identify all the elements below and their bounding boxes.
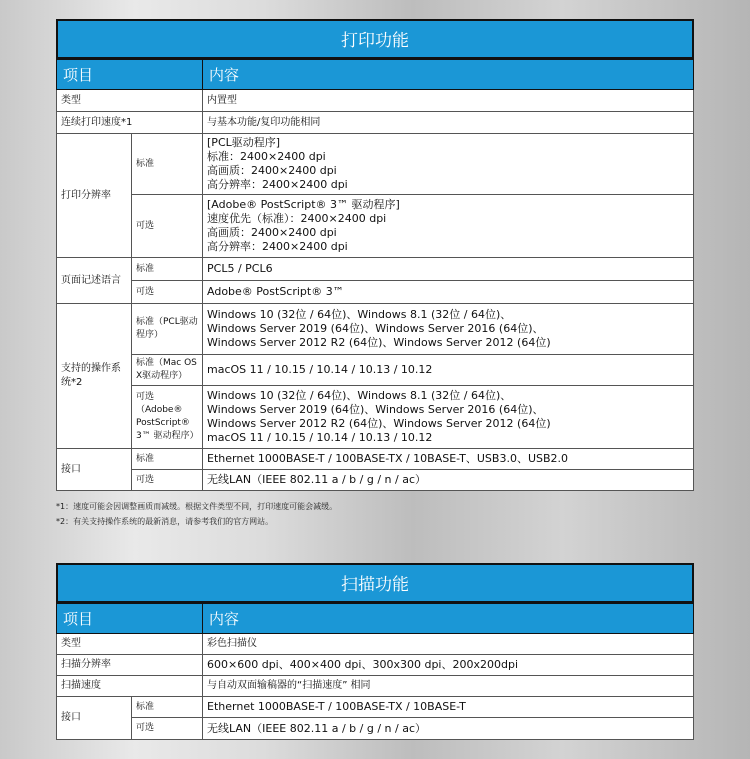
value-interface-optional: 无线LAN（IEEE 802.11 a / b / g / n / ac）: [203, 470, 694, 491]
table-row: [57, 655, 694, 676]
sub-label-optional: 可选: [132, 281, 203, 304]
row-value-speed: 与基本功能/复印功能相同: [203, 112, 694, 134]
value-pdl-optional: Adobe® PostScript® 3™: [203, 281, 694, 304]
table-row: [57, 634, 694, 655]
scan-function-panel: [56, 563, 694, 740]
sub-label-optional: 可选: [132, 195, 203, 258]
table-row: [57, 355, 694, 386]
col-header-item: 项目: [57, 60, 203, 90]
col-header-content: 内容: [203, 604, 694, 634]
print-function-panel: [56, 19, 694, 491]
print-function-title: 打印功能: [56, 19, 694, 59]
row-label-scan-resolution: 扫描分辨率: [57, 655, 203, 676]
value-os-standard-pcl: Windows 10 (32位 / 64位)、Windows 8.1 (32位 / 64位)、 Windows Server 2019 (64位)、Windows Server 2016 (64位)、 Windows Server 2012 R2 (64位)、Windows Server 2012 (64位): [203, 304, 694, 355]
footnote-1: *1：速度可能会因调整画质而减缓。根据文件类型不同，打印速度可能会减缓。: [56, 502, 338, 511]
row-value-type: 内置型: [203, 90, 694, 112]
table-row: [57, 90, 694, 112]
row-value-type: 彩色扫描仪: [203, 634, 694, 655]
table-row: [57, 470, 694, 491]
footnote-2: *2：有关支持操作系统的最新消息，请参考我们的官方网站。: [56, 517, 274, 526]
row-label-scan-speed: 扫描速度: [57, 676, 203, 697]
sub-label-standard: 标准: [132, 258, 203, 281]
sub-label-optional-postscript: 可选（Adobe® PostScript® 3™ 驱动程序）: [132, 386, 203, 449]
scan-spec-table: [56, 603, 694, 740]
row-label-pdl: 页面记述语言: [57, 258, 132, 304]
sub-label-standard: 标准: [132, 449, 203, 470]
row-label-interface: 接口: [57, 697, 132, 740]
col-header-content: 内容: [203, 60, 694, 90]
row-label-print-resolution: 打印分辨率: [57, 134, 132, 258]
table-row: [57, 195, 694, 258]
table-row: [57, 258, 694, 281]
value-interface-optional: 无线LAN（IEEE 802.11 a / b / g / n / ac）: [203, 718, 694, 740]
value-resolution-optional: [Adobe® PostScript® 3™ 驱动程序] 速度优先（标准）：2400×2400 dpi 高画质：2400×2400 dpi 高分辨率：2400×2400 dpi: [203, 195, 694, 258]
sub-label-standard: 标准: [132, 697, 203, 718]
table-row: [57, 449, 694, 470]
row-label-speed: 连续打印速度*1: [57, 112, 203, 134]
row-label-interface: 接口: [57, 449, 132, 491]
table-row: [57, 112, 694, 134]
table-header-row: [57, 604, 694, 634]
table-row: [57, 697, 694, 718]
row-label-type: 类型: [57, 634, 203, 655]
table-header-row: [57, 60, 694, 90]
row-label-supported-os: 支持的操作系统*2: [57, 304, 132, 449]
value-resolution-standard: [PCL驱动程序] 标准：2400×2400 dpi 高画质：2400×2400 dpi 高分辨率：2400×2400 dpi: [203, 134, 694, 195]
sub-label-optional: 可选: [132, 718, 203, 740]
sub-label-standard-pcl: 标准（PCL驱动程序）: [132, 304, 203, 355]
print-spec-table: [56, 59, 694, 491]
sub-label-optional: 可选: [132, 470, 203, 491]
table-row: [57, 676, 694, 697]
value-os-optional: Windows 10 (32位 / 64位)、Windows 8.1 (32位 / 64位)、 Windows Server 2019 (64位)、Windows Server 2016 (64位)、 Windows Server 2012 R2 (64位)、Windows Server 2012 (64位) macOS 11 / 10.15 / 10.14 / 10.13 / 10.12: [203, 386, 694, 449]
value-os-standard-mac: macOS 11 / 10.15 / 10.14 / 10.13 / 10.12: [203, 355, 694, 386]
value-pdl-standard: PCL5 / PCL6: [203, 258, 694, 281]
table-row: [57, 134, 694, 195]
scan-function-title: 扫描功能: [56, 563, 694, 603]
sub-label-standard-mac: 标准（Mac OS X驱动程序）: [132, 355, 203, 386]
row-value-scan-speed: 与自动双面输稿器的“扫描速度” 相同: [203, 676, 694, 697]
row-value-scan-resolution: 600×600 dpi、400×400 dpi、300x300 dpi、200x200dpi: [203, 655, 694, 676]
footnotes: [56, 499, 337, 529]
value-interface-standard: Ethernet 1000BASE-T / 100BASE-TX / 10BASE-T、USB3.0、USB2.0: [203, 449, 694, 470]
table-row: [57, 281, 694, 304]
value-interface-standard: Ethernet 1000BASE-T / 100BASE-TX / 10BASE-T: [203, 697, 694, 718]
table-row: [57, 304, 694, 355]
table-row: [57, 386, 694, 449]
table-row: [57, 718, 694, 740]
col-header-item: 项目: [57, 604, 203, 634]
sub-label-standard: 标准: [132, 134, 203, 195]
row-label-type: 类型: [57, 90, 203, 112]
